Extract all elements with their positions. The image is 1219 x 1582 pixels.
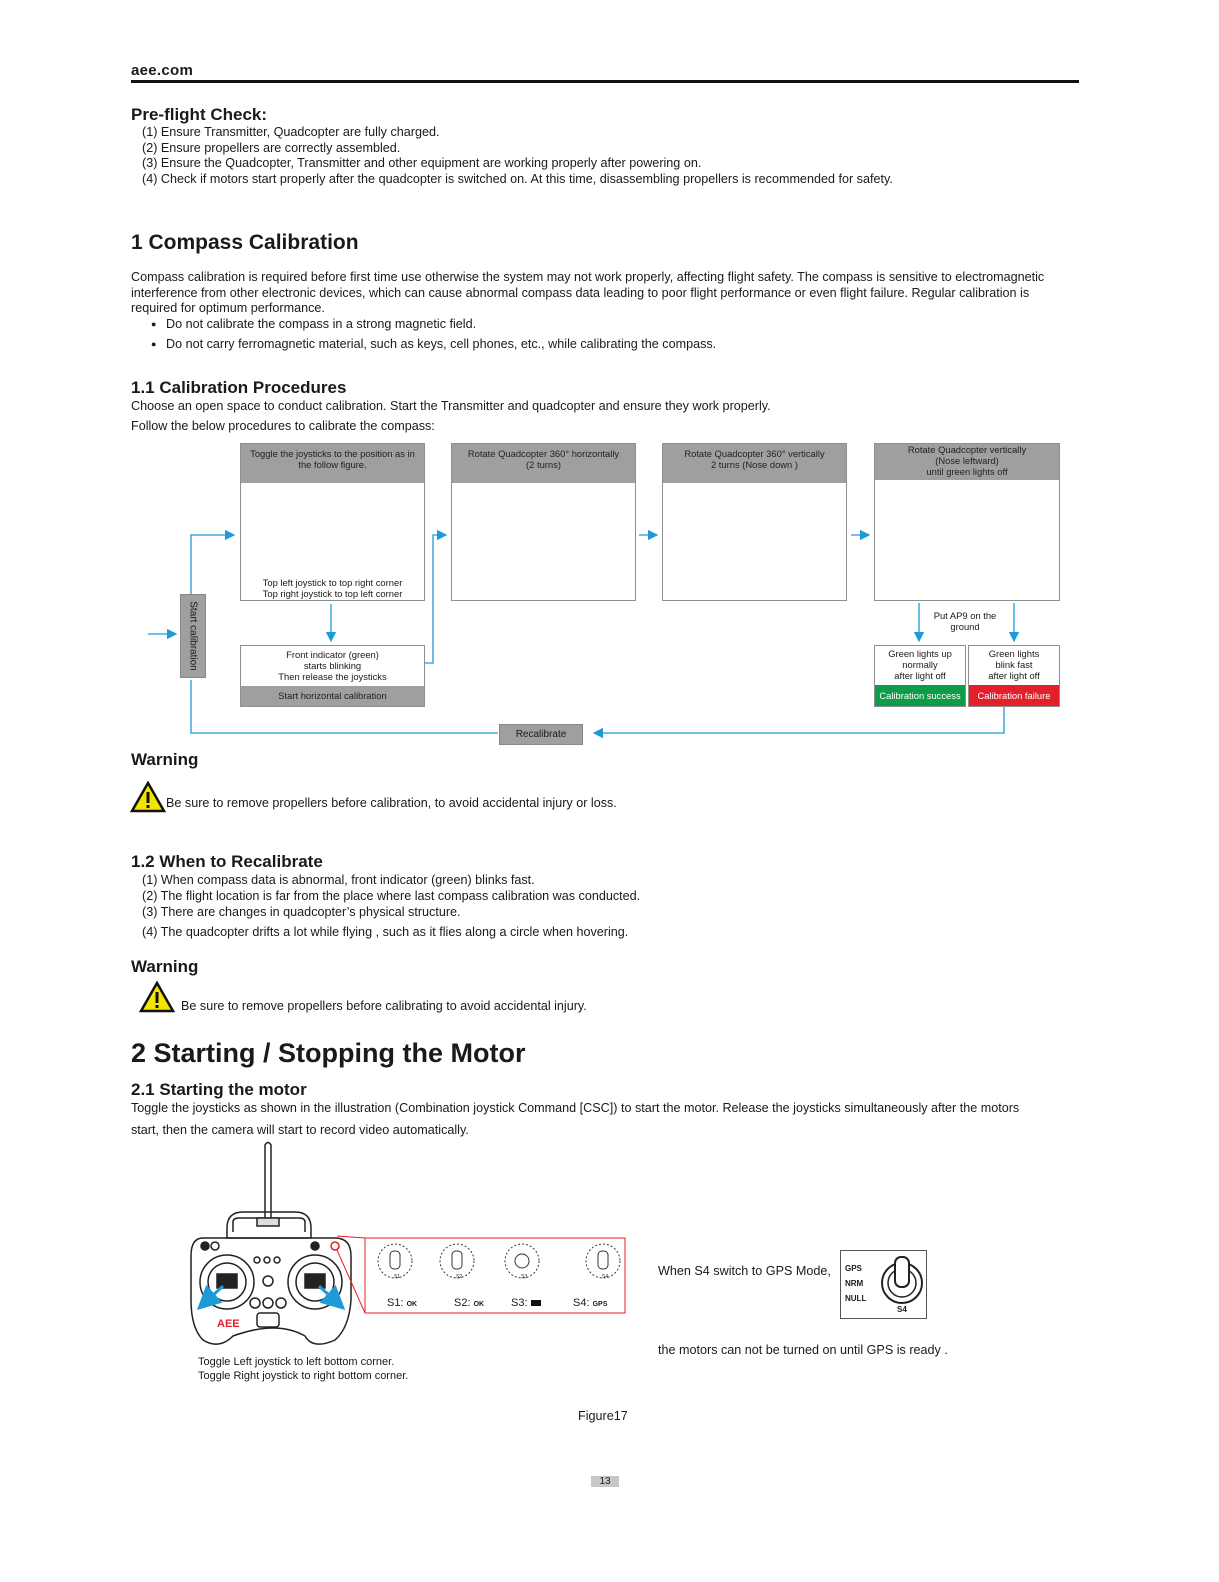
failure-box <box>968 645 1060 707</box>
warning-icon <box>130 781 166 813</box>
caption-line: Toggle Left joystick to left bottom corner. <box>198 1356 395 1368</box>
step1-header-line: the follow figure. <box>298 459 367 470</box>
s4-options <box>845 1261 866 1306</box>
switch-dials <box>378 1244 620 1278</box>
recalibrate-label: Recalibrate <box>499 724 583 745</box>
calibration-failure-label: Calibration failure <box>969 685 1059 706</box>
compass-para-line: Compass calibration is required before first time use otherwise the system may not work properly, affecting flight safety. The compass is sensitive to electromagnetic <box>131 270 1045 284</box>
green-normal-line: Green lights up <box>888 648 952 659</box>
recal-item: (1) When compass data is abnormal, front indicator (green) blinks fast. <box>142 873 535 887</box>
starting-motor-title: 2.1 Starting the motor <box>131 1080 307 1099</box>
compass-para-line: required for optimum performance. <box>131 301 325 316</box>
put-ground-note <box>925 610 1005 632</box>
switch-name: S1 <box>394 1274 401 1280</box>
put-ground-line: ground <box>950 621 980 632</box>
section-title-compass: 1 Compass Calibration <box>131 231 359 254</box>
warning-title: Warning <box>131 750 199 769</box>
green-fast-line: after light off <box>988 670 1040 681</box>
s4-option: NULL <box>845 1294 867 1303</box>
motor-paragraph-line: Toggle the joysticks as shown in the illustration (Combination joystick Command [CSC]) to start the motor. Release the joysticks simultaneously after the motors <box>131 1101 1020 1115</box>
switch-s4 <box>573 1297 607 1309</box>
step4-header-line: (Nose leftward) <box>935 455 999 466</box>
switch-s3 <box>511 1297 541 1309</box>
recalibrate-title: 1.2 When to Recalibrate <box>131 852 323 871</box>
step4-box <box>874 443 1060 601</box>
indicator-line: starts blinking <box>303 660 362 671</box>
switch-value: OK <box>473 1301 485 1308</box>
s4-option: GPS <box>845 1264 862 1273</box>
step4-header-line: Rotate Quadcopter vertically <box>907 444 1027 455</box>
joystick-down-arrows <box>199 1286 343 1308</box>
success-box <box>874 645 966 707</box>
step1-note-line: Top right joystick to top left corner <box>262 588 403 599</box>
switch-s1 <box>387 1297 417 1309</box>
indicator-box <box>240 645 425 707</box>
step2-header-line: (2 turns) <box>526 459 561 470</box>
step2-header-line: Rotate Quadcopter 360° horizontally <box>467 448 620 459</box>
warning-text: Be sure to remove propellers before calibrating to avoid accidental injury. <box>181 999 587 1013</box>
green-fast-text <box>969 646 1059 685</box>
switch-name: S4 <box>602 1274 609 1280</box>
preflight-title: Pre-flight Check: <box>131 105 268 124</box>
warning-icon <box>139 981 175 1013</box>
switch-label: S2: <box>454 1297 471 1309</box>
step4-header <box>875 444 1059 480</box>
calibration-success-label: Calibration success <box>875 685 965 706</box>
page-number: 13 <box>591 1476 619 1487</box>
step2-header <box>452 444 635 483</box>
section-title-motor: 2 Starting / Stopping the Motor <box>131 1038 526 1068</box>
switch-label: S3: <box>511 1297 528 1309</box>
caption-line: Toggle Right joystick to right bottom corner. <box>198 1370 409 1382</box>
indicator-text <box>241 646 424 684</box>
transmitter-logo: AEE <box>217 1318 240 1330</box>
preflight-item: (2) Ensure propellers are correctly assembled. <box>142 141 401 155</box>
transmitter-caption <box>198 1355 408 1383</box>
step2-box <box>451 443 636 601</box>
step3-header-line: Rotate Quadcopter 360° vertically <box>684 448 825 459</box>
s4-name: S4 <box>897 1305 907 1314</box>
procedures-line: Follow the below procedures to calibrate the compass: <box>131 419 435 433</box>
warning-title: Warning <box>131 957 199 976</box>
procedures-line: Choose an open space to conduct calibration. Start the Transmitter and quadcopter and ensure they work properly. <box>131 399 771 413</box>
step3-header-line: 2 turns (Nose down ) <box>710 459 799 470</box>
start-to-step1-arrow <box>191 535 234 596</box>
switch-label: S4: <box>573 1297 590 1309</box>
brand-name: aee.com <box>131 62 194 79</box>
preflight-item: (3) Ensure the Quadcopter, Transmitter and other equipment are working properly after powering on. <box>142 156 702 170</box>
s4-option: NRM <box>845 1279 864 1288</box>
green-normal-line: after light off <box>894 670 946 681</box>
preflight-item: (1) Ensure Transmitter, Quadcopter are fully charged. <box>142 125 440 139</box>
green-normal-line: normally <box>902 659 938 670</box>
step1-note-line: Top left joystick to top right corner <box>262 577 403 588</box>
step3-header <box>663 444 846 483</box>
put-ground-line: Put AP9 on the <box>933 610 997 621</box>
step1-box <box>240 443 425 601</box>
compass-para-line: interference from other electronic devices, which can cause abnormal compass data leading to poor flight performance or even flight failure. Regular calibration is <box>131 285 1030 300</box>
recal-item: (4) The quadcopter drifts a lot while flying , such as it flies along a circle when hovering. <box>142 925 629 939</box>
step4-header-line: until green lights off <box>926 466 1008 477</box>
indicator-line: Front indicator (green) <box>286 649 379 660</box>
s4-switch-knob <box>879 1253 925 1307</box>
switch-name: S3 <box>521 1274 528 1280</box>
switch-label: S1: <box>387 1297 404 1309</box>
green-normal-text <box>875 646 965 685</box>
gps-mode-text: When S4 switch to GPS Mode, <box>658 1264 831 1278</box>
step1-header <box>241 444 424 483</box>
preflight-item: (4) Check if motors start properly after the quadcopter is switched on. At this time, disassembling propellers is recommended for safety. <box>142 172 893 186</box>
compass-bullet: ● Do not calibrate the compass in a strong magnetic field. <box>166 317 476 331</box>
figure-caption: Figure17 <box>578 1409 628 1423</box>
switch-s2 <box>454 1297 484 1309</box>
start-calibration-box <box>180 594 206 678</box>
green-fast-line: blink fast <box>995 659 1033 670</box>
green-fast-line: Green lights <box>988 648 1040 659</box>
switch-value: OK <box>406 1301 418 1308</box>
switch-name: S2 <box>456 1274 463 1280</box>
start-calibration-label: Start calibration <box>187 601 199 671</box>
warning-text: Be sure to remove propellers before calibration, to avoid accidental injury or loss. <box>166 796 617 810</box>
failure-to-recalibrate-arrow <box>594 706 1004 733</box>
recal-item: (3) There are changes in quadcopter’s physical structure. <box>142 905 461 919</box>
record-icon <box>531 1300 541 1306</box>
indicator-to-step2-arrow <box>424 535 446 663</box>
start-horizontal-label: Start horizontal calibration <box>241 686 424 706</box>
gps-ready-text: the motors can not be turned on until GPS is ready . <box>658 1343 948 1357</box>
switch-value: GPS <box>592 1301 608 1308</box>
s4-switch-illustration <box>840 1250 927 1319</box>
recal-item: (2) The flight location is far from the place where last compass calibration was conducted. <box>142 889 641 903</box>
step1-header-line: Toggle the joysticks to the position as in <box>250 448 415 459</box>
transmitter-illustration <box>185 1140 630 1355</box>
indicator-line: Then release the joysticks <box>278 671 387 682</box>
compass-bullet: ● Do not carry ferromagnetic material, such as keys, cell phones, etc., while calibrating the compass. <box>166 337 716 351</box>
motor-paragraph-line: start, then the camera will start to record video automatically. <box>131 1123 469 1137</box>
step3-box <box>662 443 847 601</box>
procedures-title: 1.1 Calibration Procedures <box>131 378 347 397</box>
step1-note <box>241 577 424 599</box>
